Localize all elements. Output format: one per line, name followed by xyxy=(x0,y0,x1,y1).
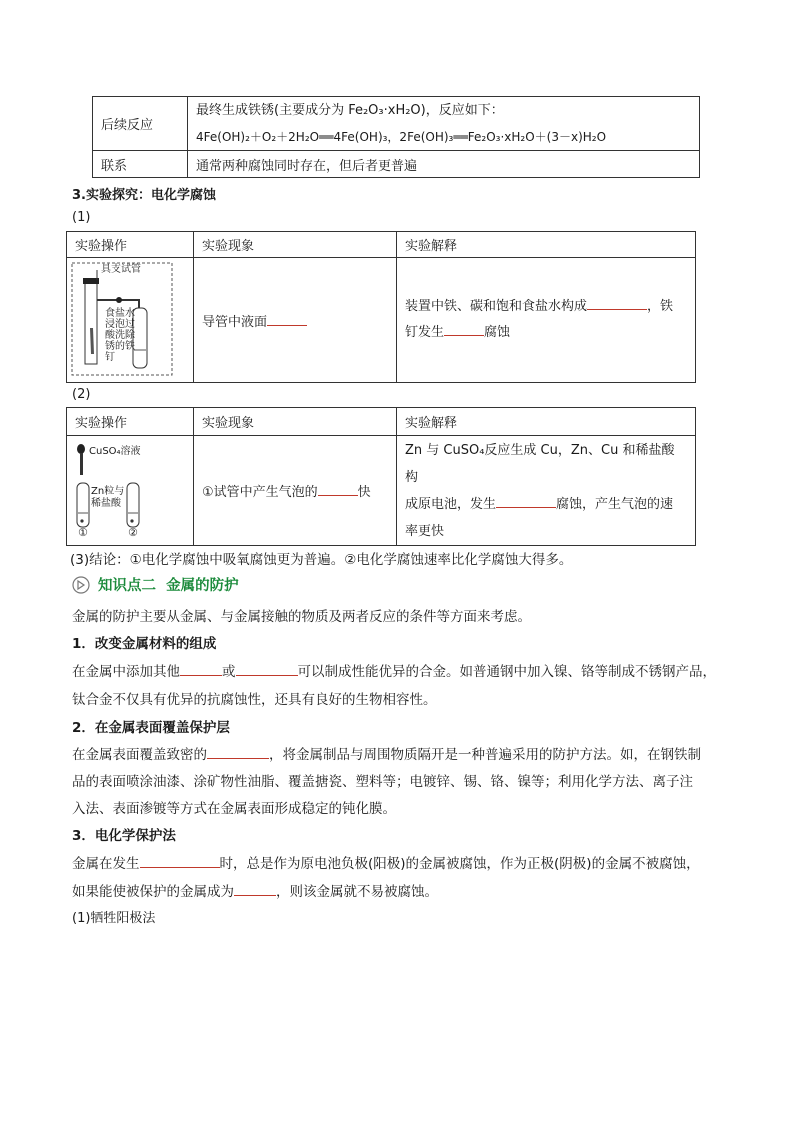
blank-nonmetal[interactable] xyxy=(236,661,298,676)
label-brine: 食盐水 xyxy=(105,308,135,319)
diagram-cell xyxy=(67,258,194,383)
label-cuso4: CuSO₄溶液 xyxy=(89,446,141,457)
sub1-sacrificial-anode: (1)牺牲阳极法 xyxy=(72,911,156,926)
row-label-followup: 后续反应 xyxy=(93,97,188,151)
sec1-line2: 钛合金不仅具有优异的抗腐蚀性，还具有良好的生物相容性。 xyxy=(72,692,437,708)
blank-corrosion-type-2[interactable] xyxy=(496,493,556,508)
header-operation: 实验操作 xyxy=(67,232,194,258)
conclusion: (3)结论：①电化学腐蚀中吸氧腐蚀更为普遍。②电化学腐蚀速率比化学腐蚀大得多。 xyxy=(70,552,573,568)
label-soaked: 浸泡过 xyxy=(105,319,135,330)
knowledge-point-title: 知识点二 金属的防护 xyxy=(98,578,239,594)
knowledge-point-header xyxy=(72,574,239,595)
header-phenomenon: 实验现象 xyxy=(194,232,397,258)
sec2-title: 2．在金属表面覆盖保护层 xyxy=(72,720,230,736)
experiment1-table: 实验操作 实验现象 实验解释 具支试管 食盐水 浸泡过 酸洗除 锈的铁 钉 导管中液面 装置中铁、碳和饱和食盐水构成 ，铁 钉发生 腐蚀 xyxy=(66,231,696,383)
exp1-phenomenon: 导管中液面 xyxy=(202,314,268,330)
blank-metal[interactable] xyxy=(180,661,222,676)
experiment2-table: 实验操作 实验现象 实验解释 CuSO₄溶液 Zn粒与 稀盐酸 ① ② ①试管中产生气泡的 快 Zn 与 CuSO₄反应生成 Cu，Zn、Cu 和稀盐酸构 成原电池，发生 腐蚀，产生气泡的速 率更快 xyxy=(66,407,696,546)
sec2-line3: 入法、表面渗镀等方式在金属表面形成稳定的钝化膜。 xyxy=(72,801,396,817)
label-dilute-hcl: 稀盐酸 xyxy=(91,498,121,509)
sec3-title: 3．电化学保护法 xyxy=(72,828,176,844)
sec3-text-a: 金属在发生 xyxy=(72,856,140,872)
followup-line2: 4Fe(OH)₂＋O₂＋2H₂O══4Fe(OH)₃，2Fe(OH)₃══Fe₂O₃·xH₂O＋(3－x)H₂O xyxy=(196,129,607,144)
exp1-explain-2: 钉发生 xyxy=(405,325,445,340)
blank-cathode[interactable] xyxy=(234,881,276,896)
blank-bubble-rate[interactable] xyxy=(318,481,358,496)
label-tube-2: ② xyxy=(128,526,138,539)
exp2-explain-3: 率更快 xyxy=(405,523,445,539)
header-phenomenon-2: 实验现象 xyxy=(194,408,397,436)
exp1-label: (1) xyxy=(72,210,91,225)
relation-text: 通常两种腐蚀同时存在，但后者更普遍 xyxy=(188,151,700,178)
sec1-text-a: 在金属中添加其他 xyxy=(72,664,180,680)
label-acid-washed: 酸洗除 xyxy=(105,330,135,341)
exp2-explain-2: 成原电池，发生 xyxy=(405,496,497,512)
label-nail: 钉 xyxy=(105,352,115,363)
sec1-title: 1．改变金属材料的组成 xyxy=(72,636,217,652)
label-zn-with: Zn粒与 xyxy=(91,486,125,497)
diagram-cell-2 xyxy=(67,436,194,546)
blank-liquid-level[interactable] xyxy=(267,311,307,326)
exp1-explain-1: 装置中铁、碳和饱和食盐水构成 xyxy=(405,299,588,314)
blank-cell-type[interactable] xyxy=(587,295,647,310)
intro-text: 金属的防护主要从金属、与金属接触的物质及两者反应的条件等方面来考虑。 xyxy=(72,609,531,625)
blank-corrosion-type[interactable] xyxy=(444,321,484,336)
exp2-explain-1: Zn 与 CuSO₄反应生成 Cu，Zn、Cu 和稀盐酸构 xyxy=(405,442,675,485)
reaction-table xyxy=(92,96,700,178)
sec2-text-a: 在金属表面覆盖致密的 xyxy=(72,747,207,763)
followup-line1: 最终生成铁锈(主要成分为 Fe₂O₃·xH₂O)，反应如下： xyxy=(196,102,504,118)
sec3-text-b: 如果能使被保护的金属成为 xyxy=(72,884,234,900)
header-operation-2: 实验操作 xyxy=(67,408,194,436)
label-branched-tube: 具支试管 xyxy=(101,264,141,275)
sec2-line2: 品的表面喷涂油漆、涂矿物性油脂、覆盖搪瓷、塑料等；电镀锌、锡、铬、镍等；利用化学方法、离子注 xyxy=(72,774,693,790)
blank-electrochem-corrosion[interactable] xyxy=(140,853,220,868)
header-explanation: 实验解释 xyxy=(397,232,696,258)
row-label-relation: 联系 xyxy=(93,151,188,178)
exp2-phenomenon: ①试管中产生气泡的 xyxy=(202,485,318,500)
header-explanation-2: 实验解释 xyxy=(397,408,696,436)
blank-protective-layer[interactable] xyxy=(207,744,269,759)
section3-title: 3.实验探究：电化学腐蚀 xyxy=(72,188,216,203)
exp2-label: (2) xyxy=(72,387,91,402)
arrow-circle-icon xyxy=(72,576,90,594)
label-tube-1: ① xyxy=(78,526,88,539)
label-rusty-iron: 锈的铁 xyxy=(105,341,135,352)
